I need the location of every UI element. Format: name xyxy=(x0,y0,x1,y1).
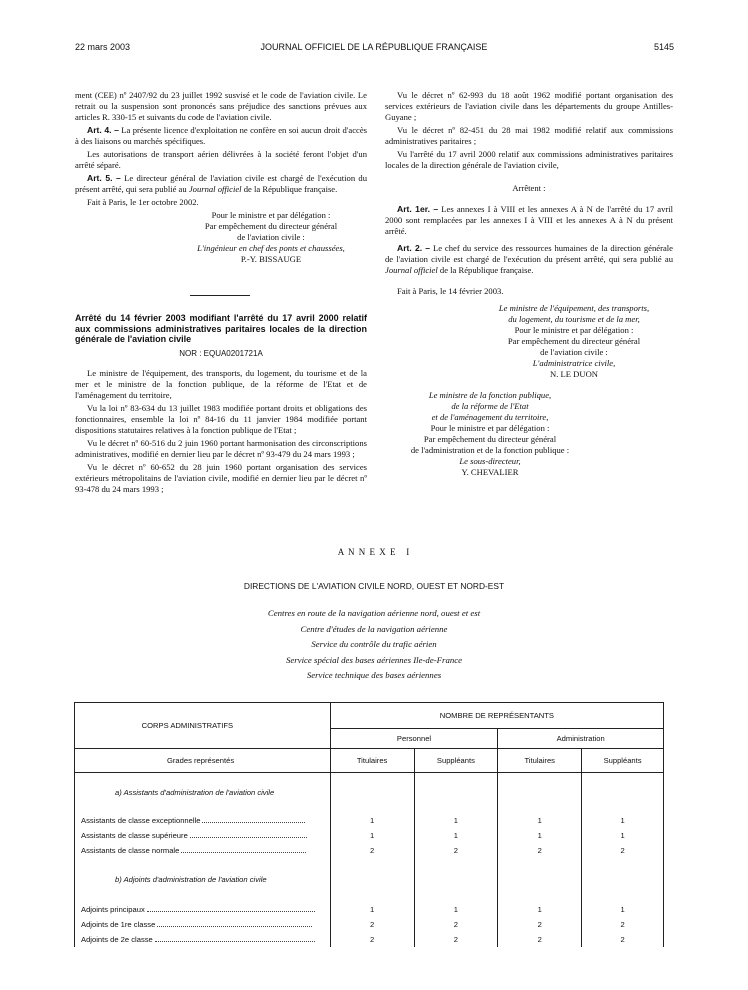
signature-line: Pour le ministre et par délégation : xyxy=(211,210,331,220)
article-text: de la République française. xyxy=(437,265,534,275)
date-line: Fait à Paris, le 1er octobre 2002. xyxy=(87,197,199,207)
article-text: Le chef du service des ressources humaines de la direction générale de l'aviation civile est chargé de l'exécution du présent arrêté, qui sera publié au xyxy=(385,243,673,264)
paragraph: Vu l'arrêté du 17 avril 2000 relatif aux commissions administratives paritaires locales de la direction générale de l'aviation civile, xyxy=(385,149,673,170)
signatory-name: N. LE DUON xyxy=(550,369,598,379)
article-text: de la République française. xyxy=(241,184,338,194)
signature-line: Pour le ministre et par délégation : xyxy=(430,423,550,433)
paragraph: Vu le décret nº 60-652 du 28 juin 1960 portant organisation des services extérieurs métropolitains de l'aviation civile, modifié en dernier lieu par le décret nº 93-478 du 24 mars 1993 ; xyxy=(75,461,367,494)
arrete-title: Arrêté du 14 février 2003 modifiant l'arrêté du 17 avril 2000 relatif aux commissions administratives paritaires locales de la direction générale de l'aviation civile xyxy=(75,313,367,344)
cell: 2 xyxy=(414,917,498,932)
arretent: Arrêtent : xyxy=(512,183,546,193)
article-label: Art. 2. – xyxy=(397,243,431,253)
table-row xyxy=(75,917,664,932)
row-label: Assistants de classe exceptionnelle xyxy=(75,813,331,828)
header-journal-title: JOURNAL OFFICIEL DE LA RÉPUBLIQUE FRANÇAISE xyxy=(260,42,488,52)
article-text: Le directeur général de l'aviation civile est chargé de l'exécution du présent arrêté, qui sera publié au xyxy=(75,173,368,194)
signature-line: de l'aviation civile : xyxy=(237,232,305,242)
header-date: 22 mars 2003 xyxy=(75,42,131,52)
cell: 1 xyxy=(414,813,498,828)
service-item: Service technique des bases aériennes xyxy=(306,670,442,680)
cell: 1 xyxy=(582,828,664,843)
signature-line: L'administratrice civile, xyxy=(532,358,616,368)
row-label: Assistants de classe normale xyxy=(75,843,331,858)
corps-header: CORPS ADMINISTRATIFS xyxy=(75,703,331,749)
left-column xyxy=(75,90,367,265)
col-header: Titulaires xyxy=(498,749,582,773)
row-label: Adjoints de 2e classe xyxy=(75,932,331,947)
paragraph: Vu le décret nº 62-993 du 18 août 1962 modifié portant organisation des services extérieurs de l'aviation civile dans les départements du groupe Antilles-Guyane ; xyxy=(385,90,673,122)
section-b-label: b) Adjoints d'administration de l'aviation civile xyxy=(115,875,267,884)
cell: 2 xyxy=(414,932,498,947)
cell: 1 xyxy=(498,813,582,828)
service-item: Service du contrôle du trafic aérien xyxy=(311,639,437,649)
signature-line: de l'aviation civile : xyxy=(540,347,608,357)
row-label: Assistants de classe supérieure xyxy=(75,828,331,843)
row-label: Adjoints principaux xyxy=(75,902,331,917)
signatory-name: P.-Y. BISSAUGE xyxy=(240,254,302,264)
article-text: Les annexes I à VIII et les annexes A à N de l'arrêté du 17 avril 2000 sont remplacées par les annexes I à VIII et les annexes A à N du présent arrêté. xyxy=(385,204,674,236)
article-label: Art. 4. – xyxy=(87,125,119,135)
cell: 2 xyxy=(330,932,414,947)
cell: 2 xyxy=(414,843,498,858)
row-label: Adjoints de 1re classe xyxy=(75,917,331,932)
nor-reference: NOR : EQUA0201721A xyxy=(179,348,263,358)
cell: 2 xyxy=(498,843,582,858)
cell: 2 xyxy=(330,843,414,858)
cell: 1 xyxy=(582,902,664,917)
paragraph: Vu le décret nº 60-516 du 2 juin 1960 portant harmonisation des circonscriptions administratives, modifié en dernier lieu par le décret nº 93-479 du 24 mars 1993 ; xyxy=(75,437,367,459)
paragraph: Vu le décret nº 82-451 du 28 mai 1982 modifié relatif aux commissions administratives paritaires ; xyxy=(385,125,673,146)
signature-line: Par empêchement du directeur général xyxy=(204,221,338,231)
cell: 2 xyxy=(582,843,664,858)
annexe-title: A N N E X E I xyxy=(337,547,411,557)
table-row xyxy=(75,843,664,858)
cell: 1 xyxy=(330,902,414,917)
cell: 2 xyxy=(498,917,582,932)
signature-line: de la réforme de l'Etat xyxy=(451,401,529,411)
signature-line: Le ministre de la fonction publique, xyxy=(428,390,552,400)
cell: 2 xyxy=(582,917,664,932)
table-row xyxy=(75,902,664,917)
personnel-header: Personnel xyxy=(330,729,498,749)
cell: 1 xyxy=(582,813,664,828)
services-list xyxy=(0,606,748,684)
service-item: Centre d'études de la navigation aérienne xyxy=(300,623,448,634)
signature-line: Le ministre de l'équipement, des transports, xyxy=(498,303,650,313)
divider xyxy=(190,295,250,296)
date-line: Fait à Paris, le 14 février 2003. xyxy=(397,286,504,296)
cell: 1 xyxy=(498,828,582,843)
signature-line: Pour le ministre et par délégation : xyxy=(514,325,634,335)
article-4 xyxy=(75,125,367,147)
signature-line: Le sous-directeur, xyxy=(459,456,521,466)
article-label: Art. 5. – xyxy=(87,173,121,183)
signature-line: et de l'aménagement du territoire, xyxy=(431,412,549,422)
service-item: Centres en route de la navigation aérienne nord, ouest et est xyxy=(267,608,481,618)
cell: 2 xyxy=(582,932,664,947)
signature-line: Par empêchement du directeur général xyxy=(423,434,557,444)
signature-line: L'ingénieur en chef des ponts et chaussées, xyxy=(197,243,345,253)
table-row xyxy=(75,813,664,828)
signature-line: du logement, du tourisme et de la mer, xyxy=(508,314,640,324)
service-item: Service spécial des bases aériennes Ile-de-France xyxy=(285,654,463,665)
paragraph: Les autorisations de transport aérien délivrées à la société feront l'objet d'un arrêté séparé. xyxy=(75,149,367,170)
signature-block-equipement xyxy=(475,303,673,380)
cell: 1 xyxy=(414,828,498,843)
section-a-label: a) Assistants d'administration de l'aviation civile xyxy=(115,788,275,798)
signature-block-fonction-publique xyxy=(385,390,595,478)
article-text: La présente licence d'exploitation ne confère en soi aucun droit d'accès à des liaisons ou marchés spécifiques. xyxy=(75,125,367,146)
article-1 xyxy=(385,204,673,237)
nombre-header: NOMBRE DE REPRÉSENTANTS xyxy=(330,703,663,729)
paragraph: ment (CEE) nº 2407/92 du 23 juillet 1992 susvisé et le code de l'aviation civile. Le retrait ou la suspension sont prononcés sans préjudice des sanctions prévues aux articles R. 330-15 et suivants du code de l'aviation civile. xyxy=(75,90,367,122)
cell: 2 xyxy=(498,932,582,947)
representants-table xyxy=(74,702,664,947)
table-row xyxy=(75,828,664,843)
cell: 1 xyxy=(414,902,498,917)
signatory-name: Y. CHEVALIER xyxy=(461,467,519,477)
annexe-subtitle: DIRECTIONS DE L'AVIATION CIVILE NORD, OUEST ET NORD-EST xyxy=(243,581,505,591)
signature-line: Par empêchement du directeur général xyxy=(507,336,641,346)
cell: 1 xyxy=(330,813,414,828)
left-column-arrete xyxy=(75,313,367,497)
article-label: Art. 1er. – xyxy=(397,204,439,214)
col-header: Suppléants xyxy=(414,749,498,773)
article-2 xyxy=(385,243,673,276)
administration-header: Administration xyxy=(498,729,664,749)
signature-block xyxy=(175,210,367,265)
journal-officiel-ref: Journal officiel xyxy=(188,184,242,194)
paragraph: Vu la loi nº 83-634 du 13 juillet 1983 modifiée portant droits et obligations des fonctionnaires, ensemble la loi nº 84-16 du 11 janvier 1984 modifiée portant dispositions statutaires relatives à la fonction publique de l'Etat ; xyxy=(75,402,367,435)
cell: 1 xyxy=(498,902,582,917)
col-header: Titulaires xyxy=(330,749,414,773)
header-page-number: 5145 xyxy=(653,42,674,52)
cell: 1 xyxy=(330,828,414,843)
grades-header: Grades représentés xyxy=(75,749,331,773)
table-row xyxy=(75,932,664,947)
article-5 xyxy=(75,173,367,195)
signature-line: de l'administration et de la fonction publique : xyxy=(410,445,570,455)
journal-officiel-ref: Journal officiel xyxy=(385,265,438,275)
col-header: Suppléants xyxy=(582,749,664,773)
cell: 2 xyxy=(330,917,414,932)
right-column xyxy=(385,90,673,478)
paragraph: Le ministre de l'équipement, des transports, du logement, du tourisme et de la mer et le ministre de la fonction publique, de la réforme de l'Etat et de l'aménagement du territoire, xyxy=(75,367,367,400)
